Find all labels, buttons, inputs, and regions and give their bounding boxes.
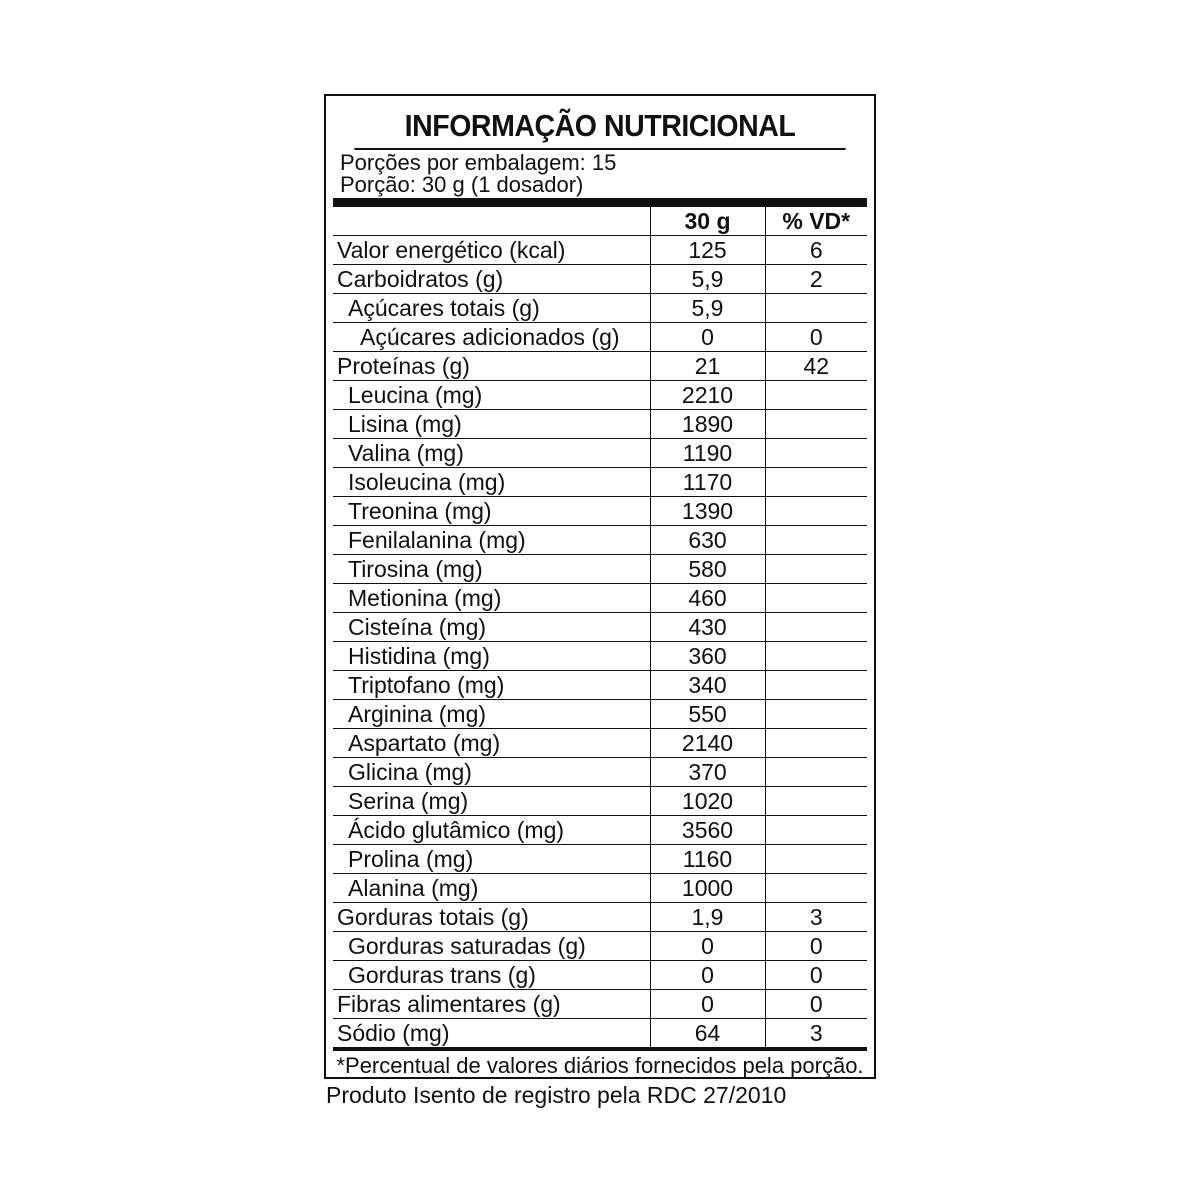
nutrient-daily-value — [765, 381, 867, 410]
nutrient-name: Gorduras saturadas (g) — [333, 932, 650, 961]
nutrient-daily-value — [765, 468, 867, 497]
nutrient-amount: 460 — [650, 584, 765, 613]
table-row — [333, 584, 867, 613]
nutrient-rows — [333, 236, 867, 1048]
nutrient-daily-value — [765, 584, 867, 613]
nutrient-name: Leucina (mg) — [333, 381, 650, 410]
nutrient-name: Fenilalanina (mg) — [333, 526, 650, 555]
table-row — [333, 700, 867, 729]
nutrient-name: Alanina (mg) — [333, 874, 650, 903]
nutrient-daily-value — [765, 729, 867, 758]
nutrient-name: Cisteína (mg) — [333, 613, 650, 642]
nutrient-daily-value — [765, 439, 867, 468]
nutrient-name: Carboidratos (g) — [333, 265, 650, 294]
nutrient-daily-value — [765, 294, 867, 323]
nutrient-daily-value — [765, 642, 867, 671]
nutrient-amount: 2140 — [650, 729, 765, 758]
nutrient-daily-value: 2 — [765, 265, 867, 294]
nutrient-name: Triptofano (mg) — [333, 671, 650, 700]
nutrient-table — [333, 207, 867, 1047]
nutrient-amount: 5,9 — [650, 294, 765, 323]
nutrient-daily-value: 6 — [765, 236, 867, 265]
nutrient-daily-value — [765, 555, 867, 584]
nutrient-amount: 1000 — [650, 874, 765, 903]
nutrient-amount: 0 — [650, 323, 765, 352]
table-row — [333, 729, 867, 758]
table-row — [333, 323, 867, 352]
nutrient-daily-value — [765, 787, 867, 816]
table-row — [333, 758, 867, 787]
nutrient-amount: 1,9 — [650, 903, 765, 932]
header-amount: 30 g — [650, 207, 765, 236]
nutrition-facts-inner — [333, 96, 867, 1077]
header-nutrient — [333, 207, 650, 236]
table-row — [333, 468, 867, 497]
nutrient-amount: 340 — [650, 671, 765, 700]
nutrient-daily-value: 42 — [765, 352, 867, 381]
serving-info — [333, 150, 867, 198]
nutrient-name: Glicina (mg) — [333, 758, 650, 787]
serving-size: Porção: 30 g (1 dosador) — [340, 172, 584, 197]
table-row — [333, 294, 867, 323]
table-row — [333, 671, 867, 700]
nutrient-name: Valor energético (kcal) — [333, 236, 650, 265]
nutrient-name: Valina (mg) — [333, 439, 650, 468]
nutrient-amount: 630 — [650, 526, 765, 555]
nutrient-daily-value — [765, 497, 867, 526]
nutrient-daily-value — [765, 816, 867, 845]
table-row — [333, 874, 867, 903]
nutrient-daily-value: 3 — [765, 903, 867, 932]
table-row — [333, 352, 867, 381]
table-row — [333, 265, 867, 294]
nutrient-daily-value — [765, 671, 867, 700]
table-row — [333, 642, 867, 671]
nutrient-name: Histidina (mg) — [333, 642, 650, 671]
nutrient-daily-value — [765, 526, 867, 555]
nutrient-daily-value: 3 — [765, 1019, 867, 1048]
thick-divider — [333, 198, 867, 207]
nutrient-daily-value: 0 — [765, 990, 867, 1019]
nutrient-amount: 64 — [650, 1019, 765, 1048]
nutrient-name: Açúcares totais (g) — [333, 294, 650, 323]
nutrient-amount: 5,9 — [650, 265, 765, 294]
nutrient-name: Prolina (mg) — [333, 845, 650, 874]
nutrient-daily-value — [765, 874, 867, 903]
nutrient-amount: 1190 — [650, 439, 765, 468]
nutrient-name: Sódio (mg) — [337, 1020, 450, 1046]
nutrient-amount: 1890 — [650, 410, 765, 439]
table-row — [333, 236, 867, 265]
nutrient-name: Serina (mg) — [333, 787, 650, 816]
nutrient-amount: 1020 — [650, 787, 765, 816]
table-row — [333, 497, 867, 526]
nutrient-name: Lisina (mg) — [333, 410, 650, 439]
nutrient-amount: 21 — [650, 352, 765, 381]
nutrient-name: Aspartato (mg) — [333, 729, 650, 758]
nutrient-name: Proteínas (g) — [333, 352, 650, 381]
nutrient-amount: 550 — [650, 700, 765, 729]
nutrient-name: Arginina (mg) — [333, 700, 650, 729]
table-row — [333, 816, 867, 845]
nutrient-amount: 1170 — [650, 468, 765, 497]
nutrient-amount: 360 — [650, 642, 765, 671]
table-row — [333, 990, 867, 1019]
nutrient-amount: 0 — [650, 932, 765, 961]
table-row — [333, 787, 867, 816]
nutrient-name: Açúcares adicionados (g) — [333, 323, 650, 352]
table-row — [333, 526, 867, 555]
table-header-row — [333, 207, 867, 236]
nutrient-amount: 430 — [650, 613, 765, 642]
nutrient-amount: 0 — [650, 990, 765, 1019]
label-title: INFORMAÇÃO NUTRICIONAL — [354, 96, 845, 150]
nutrient-amount: 2210 — [650, 381, 765, 410]
table-row — [333, 410, 867, 439]
nutrient-amount: 125 — [650, 236, 765, 265]
nutrient-daily-value — [765, 700, 867, 729]
nutrient-amount: 3560 — [650, 816, 765, 845]
table-row — [333, 439, 867, 468]
nutrient-name: Fibras alimentares (g) — [333, 990, 650, 1019]
table-row — [333, 381, 867, 410]
table-row — [333, 555, 867, 584]
nutrient-daily-value: 0 — [765, 961, 867, 990]
nutrient-daily-value: 0 — [765, 932, 867, 961]
nutrient-name: Tirosina (mg) — [333, 555, 650, 584]
nutrient-name: Treonina (mg) — [333, 497, 650, 526]
nutrient-amount: 370 — [650, 758, 765, 787]
nutrient-daily-value: 0 — [765, 323, 867, 352]
nutrient-amount: 1160 — [650, 845, 765, 874]
servings-per-package: Porções por embalagem: 15 — [340, 150, 617, 175]
table-row — [333, 903, 867, 932]
table-row — [333, 845, 867, 874]
footnote: *Percentual de valores diários fornecidos pela porção. — [336, 1053, 864, 1078]
nutrient-name: Gorduras trans (g) — [333, 961, 650, 990]
registry-note: Produto Isento de registro pela RDC 27/2010 — [326, 1082, 787, 1108]
nutrient-amount: 0 — [650, 961, 765, 990]
nutrient-daily-value — [765, 758, 867, 787]
table-row — [333, 1019, 867, 1048]
nutrient-daily-value — [765, 613, 867, 642]
nutrient-amount: 580 — [650, 555, 765, 584]
nutrient-daily-value — [765, 845, 867, 874]
nutrition-facts-label — [324, 94, 876, 1079]
table-row — [333, 613, 867, 642]
nutrient-amount: 1390 — [650, 497, 765, 526]
header-daily-value: % VD* — [765, 207, 867, 236]
table-row — [333, 932, 867, 961]
nutrient-name: Isoleucina (mg) — [333, 468, 650, 497]
nutrient-name: Metionina (mg) — [333, 584, 650, 613]
nutrient-daily-value — [765, 410, 867, 439]
nutrient-name: Gorduras totais (g) — [333, 903, 650, 932]
table-row — [333, 961, 867, 990]
nutrient-name: Ácido glutâmico (mg) — [333, 816, 650, 845]
